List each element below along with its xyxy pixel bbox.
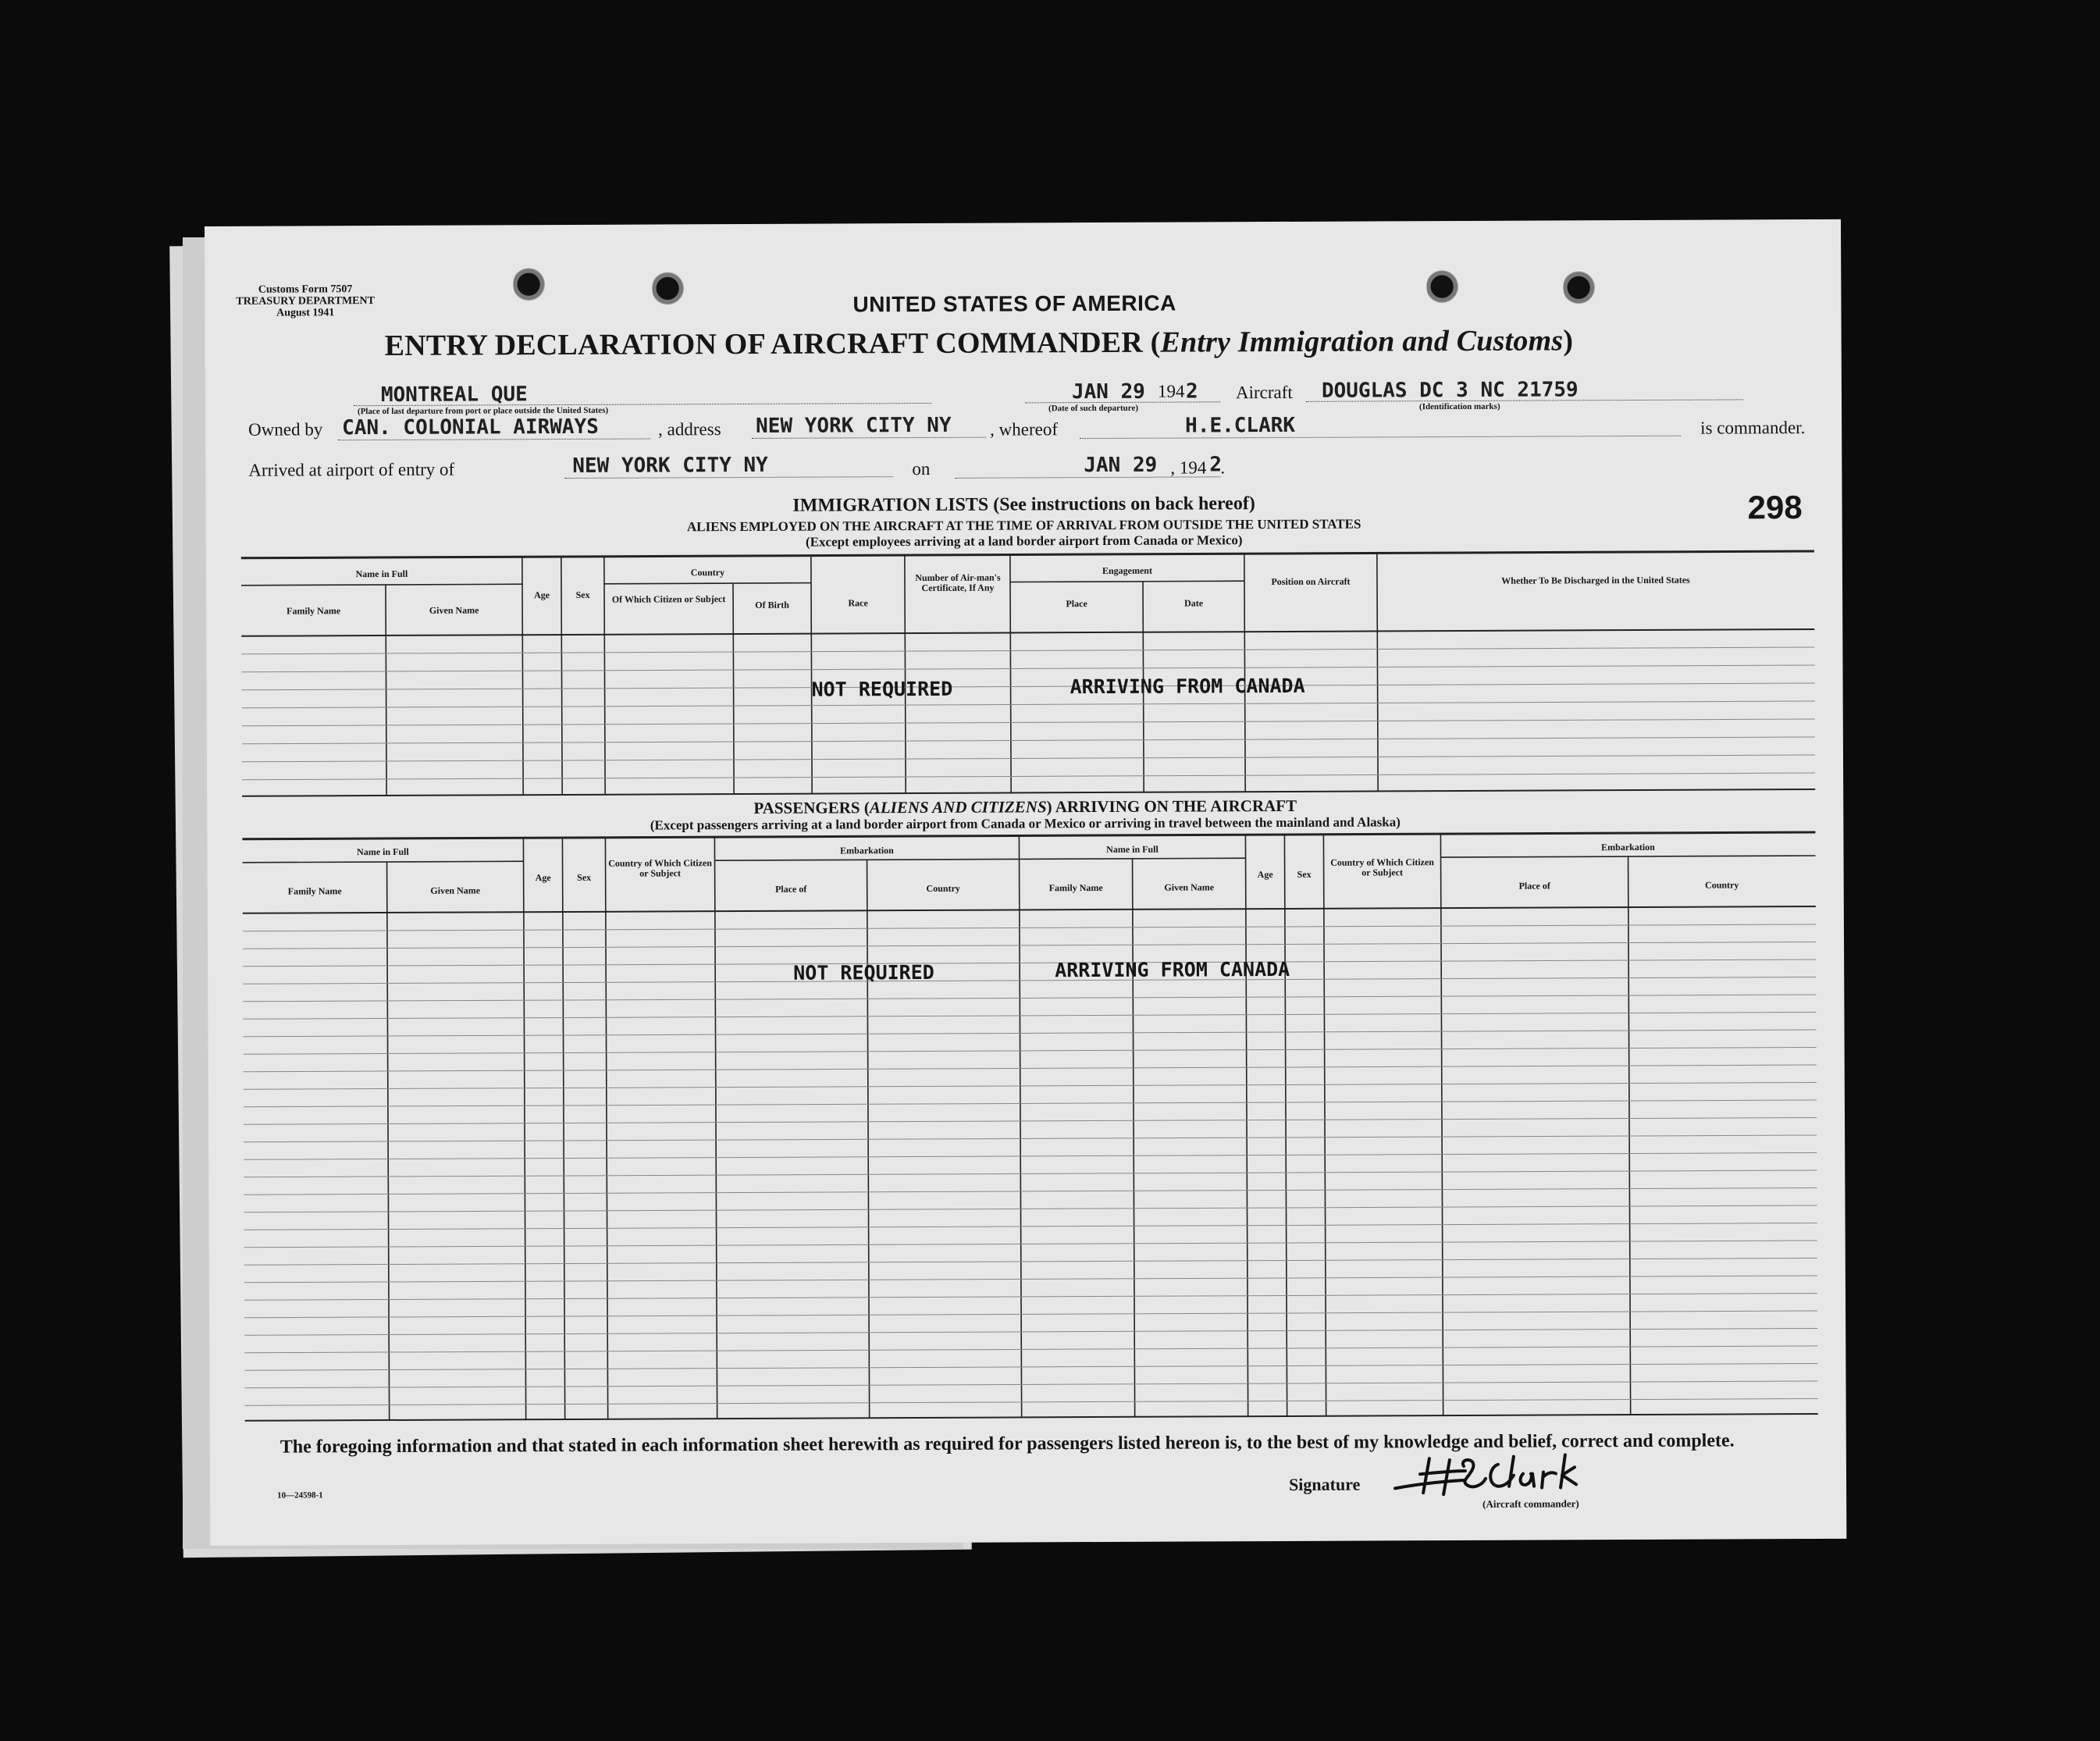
- ruled-line: [244, 1100, 1817, 1107]
- passengers-title-b: ) ARRIVING ON THE AIRCRAFT: [1046, 796, 1297, 817]
- immigration-subtitle: ALIENS EMPLOYED ON THE AIRCRAFT AT THE TIME OF ARRIVAL FROM OUTSIDE THE UNITED STATES: [686, 516, 1361, 535]
- passengers-note-left: NOT REQUIRED: [793, 960, 934, 984]
- form-number: 10—24598-1: [277, 1490, 323, 1501]
- departure-year-prefix: 194: [1157, 381, 1185, 401]
- ruled-line: [244, 1170, 1817, 1177]
- passengers-title-italic: ALIENS AND CITIZENS: [869, 797, 1047, 817]
- pcol-age-2: Age: [1257, 869, 1273, 881]
- arrival-label: Arrived at airport of entry of: [248, 459, 455, 480]
- entry-declaration-form: [205, 219, 1846, 1546]
- ruled-line: [245, 1398, 1818, 1405]
- immigration-note-right: ARRIVING FROM CANADA: [1070, 674, 1305, 699]
- arrival-end: .: [1220, 458, 1226, 478]
- col-sex: Sex: [575, 589, 590, 600]
- ruled-line: [244, 1223, 1817, 1230]
- page-number: 298: [1747, 489, 1803, 526]
- col-engagement-place: Place: [1066, 598, 1087, 610]
- col-age: Age: [534, 589, 550, 601]
- ruled-line: [243, 1013, 1816, 1020]
- pcol-citizen: Country of Which Citizen or Subject: [608, 857, 712, 879]
- aircraft-identification: DOUGLAS DC 3 NC 21759: [1321, 378, 1579, 403]
- departure-place: MONTREAL QUE: [380, 383, 528, 408]
- col-given-name: Given Name: [429, 604, 479, 616]
- signature-label: Signature: [1288, 1474, 1361, 1494]
- commander-suffix: is commander.: [1700, 418, 1806, 438]
- departure-date: JAN 29: [1071, 379, 1145, 404]
- ruled-line: [244, 1276, 1817, 1283]
- heading-main: ENTRY DECLARATION OF AIRCRAFT COMMANDER (: [384, 326, 1161, 362]
- ruled-line: [244, 1205, 1817, 1212]
- ruled-line: [243, 977, 1816, 984]
- pcol-embarkation: Embarkation: [840, 845, 894, 856]
- col-name-in-full: Name in Full: [355, 568, 408, 580]
- ruled-line: [244, 1258, 1817, 1265]
- passengers-title-a: PASSENGERS (: [753, 798, 870, 817]
- pcol-given-name: Given Name: [430, 885, 481, 896]
- owned-by-label: Owned by: [248, 419, 323, 440]
- arrival-on-label: on: [912, 458, 931, 479]
- ruled-line: [244, 1187, 1817, 1194]
- ruled-line: [244, 1135, 1817, 1142]
- ruled-line: [244, 1381, 1817, 1388]
- ruled-line: [244, 1048, 1817, 1055]
- ruled-line: [244, 1363, 1817, 1370]
- pcol-family-name-2: Family Name: [1048, 881, 1103, 894]
- form-id-line: August 1941: [276, 307, 335, 319]
- col-family-name: Family Name: [287, 605, 341, 617]
- pcol-sex-2: Sex: [1297, 868, 1312, 880]
- ruled-line: [244, 1153, 1817, 1160]
- arrival-year-prefix: , 194: [1170, 458, 1207, 478]
- departure-year-suffix: 2: [1185, 379, 1198, 404]
- arrival-place: NEW YORK CITY NY: [572, 453, 768, 478]
- passengers-note-right: ARRIVING FROM CANADA: [1055, 957, 1290, 982]
- col-discharge: Whether To Be Discharged in the United States: [1501, 574, 1690, 586]
- owner-name: CAN. COLONIAL AIRWAYS: [342, 415, 599, 440]
- pcol-country: Country: [926, 882, 960, 894]
- ruled-line: [244, 1083, 1817, 1090]
- pcol-citizen-2: Country of Which Citizen or Subject: [1330, 856, 1434, 878]
- pcol-age: Age: [535, 872, 551, 884]
- ruled-line: [243, 924, 1816, 931]
- col-position: Position on Aircraft: [1271, 575, 1351, 588]
- col-birth: Of Birth: [755, 599, 789, 611]
- pcol-place-of-2: Place of: [1518, 880, 1550, 892]
- commander-signature: [1389, 1450, 1592, 1499]
- ruled-line: [243, 942, 1816, 949]
- declaration-statement: The foregoing information and that stated in each information sheet herewith as required for passengers listed hereon is, to the best of my knowledge and belief, correct and complete.: [279, 1430, 1735, 1458]
- ruled-line: [244, 1065, 1817, 1072]
- commander-name: H.E.CLARK: [1185, 413, 1296, 438]
- ruled-line: [244, 1118, 1817, 1125]
- ruled-line: [244, 1328, 1817, 1335]
- ruled-line: [244, 1030, 1817, 1037]
- col-engagement-date: Date: [1184, 597, 1204, 609]
- form-id-line: TREASURY DEPARTMENT: [236, 295, 375, 308]
- ruled-line: [244, 1293, 1817, 1300]
- arrival-date: JAN 29: [1084, 453, 1158, 478]
- pcol-given-name-2: Given Name: [1164, 881, 1215, 893]
- ruled-line: [244, 1241, 1817, 1248]
- immigration-title-text: IMMIGRATION LISTS: [792, 494, 989, 516]
- immigration-note-left: NOT REQUIRED: [811, 677, 953, 701]
- heading-close: ): [1563, 324, 1574, 358]
- passengers-exception: (Except passengers arriving at a land border airport from Canada or Mexico or arriving in travel between the mainland and Alaska): [650, 814, 1401, 833]
- aircraft-label: Aircraft: [1235, 382, 1293, 403]
- col-race: Race: [848, 597, 868, 609]
- immigration-title-note: (See instructions on back hereof): [993, 493, 1255, 515]
- immigration-exception: (Except employees arriving at a land border airport from Canada or Mexico): [805, 532, 1243, 550]
- col-engagement: Engagement: [1102, 564, 1152, 576]
- ruled-line: [244, 1311, 1817, 1318]
- departure-place-caption: (Place of last departure from port or place outside the United States): [358, 405, 609, 417]
- aircraft-caption: (Identification marks): [1418, 401, 1500, 412]
- form-id-line: Customs Form 7507: [258, 283, 353, 296]
- ruled-line: [243, 960, 1816, 967]
- pcol-country-2: Country: [1704, 879, 1739, 891]
- address-label: , address: [658, 419, 721, 440]
- ruled-line: [244, 1346, 1817, 1353]
- heading-italic: Entry Immigration and Customs: [1160, 324, 1564, 359]
- col-citizen: Of Which Citizen or Subject: [611, 593, 726, 605]
- pcol-family-name: Family Name: [287, 885, 342, 897]
- col-country: Country: [690, 567, 725, 579]
- pcol-embarkation-2: Embarkation: [1601, 841, 1655, 853]
- departure-date-caption: (Date of such departure): [1048, 403, 1139, 414]
- owner-address: NEW YORK CITY NY: [756, 413, 952, 438]
- whereof-label: , whereof: [990, 419, 1059, 440]
- ruled-line: [243, 995, 1816, 1002]
- pcol-name-in-full-2: Name in Full: [1106, 843, 1159, 855]
- pcol-name-in-full: Name in Full: [357, 846, 409, 858]
- pcol-place-of: Place of: [775, 883, 807, 895]
- arrival-year-suffix: 2: [1209, 453, 1223, 477]
- col-airman-cert: Number of Air-man's Certificate, If Any: [915, 571, 1001, 593]
- country-title: UNITED STATES OF AMERICA: [852, 290, 1176, 317]
- pcol-sex: Sex: [577, 871, 592, 883]
- signature-caption: (Aircraft commander): [1482, 1497, 1579, 1510]
